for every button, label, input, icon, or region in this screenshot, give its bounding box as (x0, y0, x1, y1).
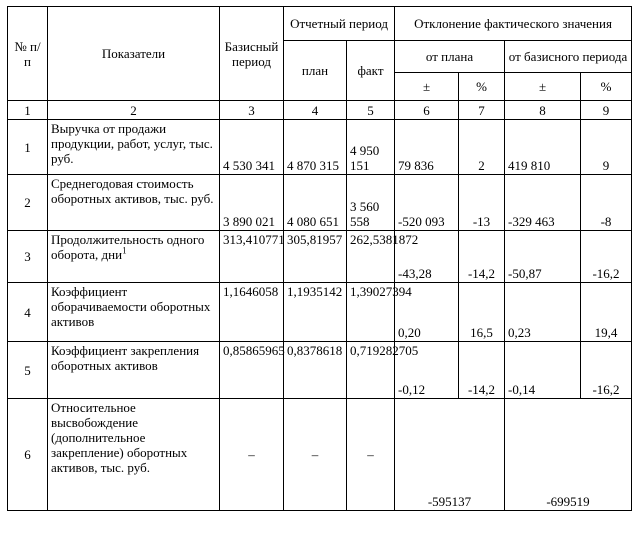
col-number: 6 (395, 101, 459, 120)
cell-dev-base-abs: 0,23 (505, 283, 581, 342)
cell-plan: 4 080 651 (284, 175, 347, 231)
cell-dev-plan-abs: 79 836 (395, 120, 459, 175)
cell-dev-plan-abs: -43,28 (395, 231, 459, 283)
row-indicator: Относительное высвобождение (дополнительное закрепление) оборотных активов, тыс. руб. (48, 399, 220, 511)
header-num: № п/п (8, 7, 48, 101)
cell-base: 0,85865965 (220, 342, 284, 399)
cell-dev-plan-abs: -0,12 (395, 342, 459, 399)
row-indicator: Коэффициент оборачиваемости оборотных активов (48, 283, 220, 342)
header-base-pct: % (581, 73, 632, 101)
cell-plan: 4 870 315 (284, 120, 347, 175)
cell-base: 1,1646058 (220, 283, 284, 342)
col-number: 7 (459, 101, 505, 120)
cell-dev-base-merged: -699519 (505, 399, 632, 511)
header-from-base: от базисного периода (505, 41, 632, 73)
header-base-abs: ± (505, 73, 581, 101)
cell-dev-plan-abs: -520 093 (395, 175, 459, 231)
row-number: 4 (8, 283, 48, 342)
table-row (8, 120, 632, 175)
header-plan-abs: ± (395, 73, 459, 101)
row-number: 5 (8, 342, 48, 399)
cell-base: 313,410771 (220, 231, 284, 283)
row-number: 2 (8, 175, 48, 231)
cell-dev-base-abs: -329 463 (505, 175, 581, 231)
cell-dev-base-pct: 9 (581, 120, 632, 175)
cell-fact: 0,719282705 (347, 342, 395, 399)
header-report-period: Отчетный период (284, 7, 395, 41)
cell-plan: 1,1935142 (284, 283, 347, 342)
row-indicator: Среднегодовая стоимость оборотных активов, тыс. руб. (48, 175, 220, 231)
header-plan: план (284, 41, 347, 101)
indicators-table (7, 6, 632, 511)
col-number: 9 (581, 101, 632, 120)
table-row (8, 231, 632, 283)
col-number: 3 (220, 101, 284, 120)
table-row (8, 283, 632, 342)
cell-fact: 3 560 558 (347, 175, 395, 231)
cell-dev-base-pct: -8 (581, 175, 632, 231)
cell-plan: – (284, 399, 347, 511)
cell-fact: 262,5381872 (347, 231, 395, 283)
row-indicator: Коэффициент закрепления оборотных активов (48, 342, 220, 399)
cell-dev-base-abs: -50,87 (505, 231, 581, 283)
cell-dev-base-pct: -16,2 (581, 231, 632, 283)
row-number: 3 (8, 231, 48, 283)
cell-dev-plan-pct: -13 (459, 175, 505, 231)
cell-dev-base-pct: -16,2 (581, 342, 632, 399)
header-from-plan: от плана (395, 41, 505, 73)
cell-dev-plan-pct: 16,5 (459, 283, 505, 342)
cell-dev-plan-abs: 0,20 (395, 283, 459, 342)
col-number: 1 (8, 101, 48, 120)
header-fact: факт (347, 41, 395, 101)
footnote-mark: 1 (122, 245, 127, 256)
cell-base: 4 530 341 (220, 120, 284, 175)
header-base-period: Базисный период (220, 7, 284, 101)
col-number: 4 (284, 101, 347, 120)
cell-plan: 305,81957 (284, 231, 347, 283)
header-plan-pct: % (459, 73, 505, 101)
col-number: 8 (505, 101, 581, 120)
cell-dev-base-pct: 19,4 (581, 283, 632, 342)
cell-base: 3 890 021 (220, 175, 284, 231)
table-row (8, 175, 632, 231)
col-number: 2 (48, 101, 220, 120)
table-row (8, 342, 632, 399)
cell-dev-base-abs: -0,14 (505, 342, 581, 399)
cell-dev-plan-pct: 2 (459, 120, 505, 175)
cell-dev-plan-pct: -14,2 (459, 342, 505, 399)
row-number: 1 (8, 120, 48, 175)
cell-dev-plan-merged: -595137 (395, 399, 505, 511)
cell-base: – (220, 399, 284, 511)
cell-dev-plan-pct: -14,2 (459, 231, 505, 283)
cell-dev-base-abs: 419 810 (505, 120, 581, 175)
cell-fact: 4 950 151 (347, 120, 395, 175)
row-number: 6 (8, 399, 48, 511)
cell-fact: 1,39027394 (347, 283, 395, 342)
header-indicators: Показатели (48, 7, 220, 101)
table-row (8, 399, 632, 511)
row-indicator: Выручка от продажи продукции, работ, услуг, тыс. руб. (48, 120, 220, 175)
cell-fact: – (347, 399, 395, 511)
cell-plan: 0,8378618 (284, 342, 347, 399)
row-indicator: Продолжительность одного оборота, дни$^1$ (48, 231, 220, 283)
col-number: 5 (347, 101, 395, 120)
header-deviation: Отклонение фактического значения (395, 7, 632, 41)
